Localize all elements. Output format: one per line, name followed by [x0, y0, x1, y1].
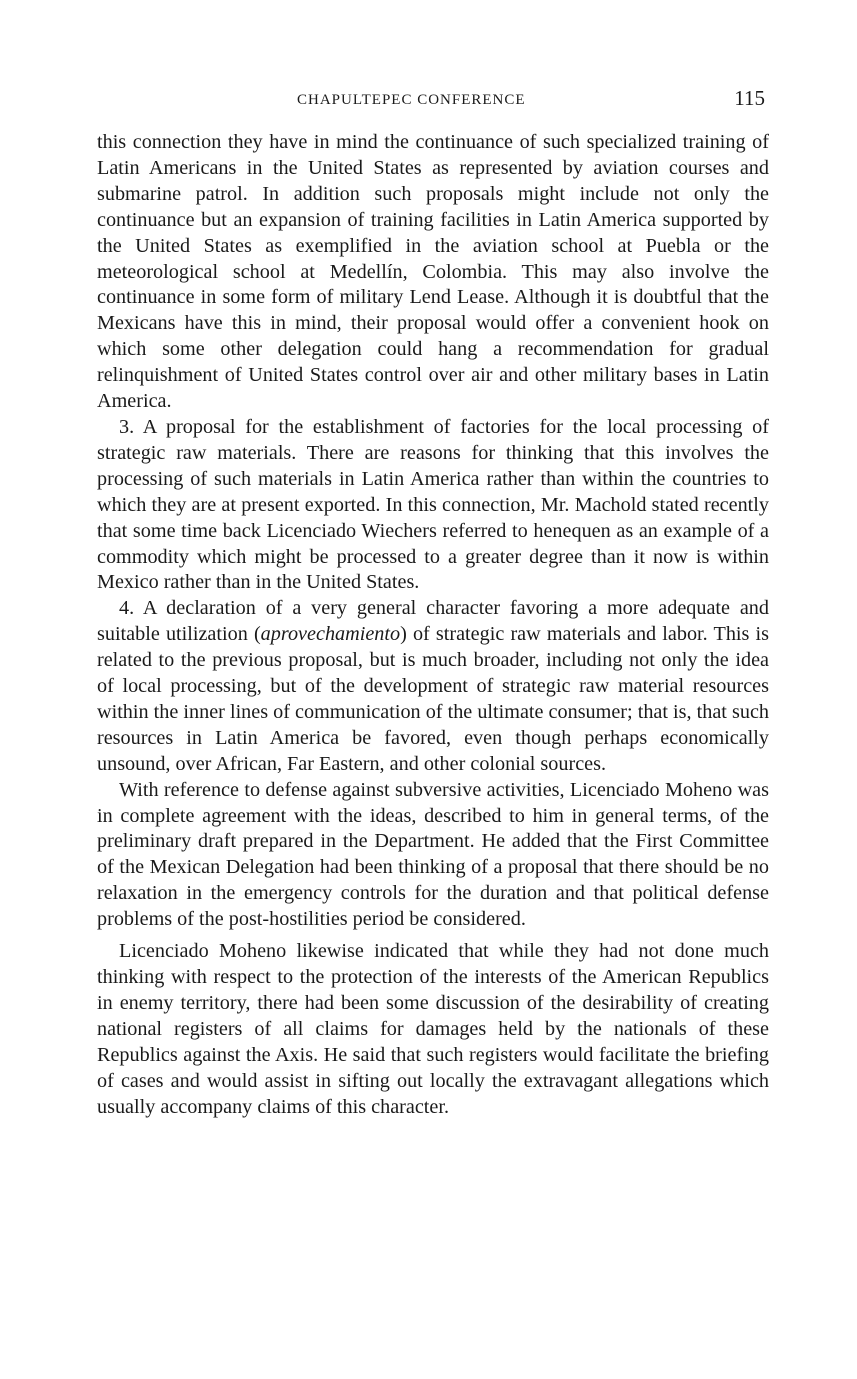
running-head [97, 86, 769, 116]
paragraph-subversive-activities: With reference to defense against subversive activities, Licenciado Moheno was in complete agreement with the ideas, described to him in general terms, of the preliminary draft prepared in the Department. He added that the First Committee of the Mexican Delegation had been thinking of a proposal that there should be no relaxation in the emergency controls for the duration and that political defense problems of the post-hostilities period be considered. [97, 778, 769, 931]
item-4-lead: 4. A declaration of a very general character favoring a more adequate and suitable utilization ( [97, 597, 769, 646]
paragraph-enemy-territory: Licenciado Moheno likewise indicated that while they had not done much thinking with respect to the protection of the interests of the American Republics in enemy territory, there had been some discussion of the desirability of creating national registers of all claims for damages held by the nationals of these Republics against the Axis. He said that such registers would facilitate the briefing of cases and would assist in sifting out locally the extravagant allegations which usually accompany claims of this character. [97, 940, 769, 1118]
item-4-after-term: ) of strategic raw materials and labor. [400, 623, 714, 646]
paragraph-continued: this connection they have in mind the continuance of such specialized training of Latin Americans in the United States as represented by aviation courses and submarine patrol. In addition such proposals might include not only the continuance but an expansion of training facilities in Latin America supported by the United States as exemplified in the aviation school at Puebla or the meteorological school at Medellín, Colombia. This may also involve the continuance in some form of military Lend Lease. Although it is doubtful that the Mexicans have this in mind, their proposal would offer a convenient hook on which some other delegation could hang a recommendation for gradual relinquishment of United States control over air and other military bases in Latin America. [97, 131, 769, 413]
running-title: CHAPULTEPEC CONFERENCE [297, 92, 526, 108]
item-4-remainder: This is related to the previous proposal, but is much broader, including not only the idea of local processing, but of the development of strategic raw material resources within the inner lines of communication of the ultimate consumer; that is, that such resources in Latin America be favored, even though perhaps economically unsound, over African, Far Eastern, and other colonial sources. [97, 623, 769, 775]
document-page [97, 86, 769, 1120]
paragraph-item-3: 3. A proposal for the establishment of factories for the local processing of strategic raw materials. There are reasons for thinking that this involves the processing of such materials in Latin America rather than within the countries to which they are at present exported. In this connection, Mr. Machold stated recently that some time back Licenciado Wiechers referred to henequen as an example of a commodity which might be processed to a greater degree than it now is within Mexico rather than in the United States. [97, 415, 769, 594]
body-text [97, 130, 769, 1120]
item-4-spanish-term: aprovechamiento [260, 623, 401, 646]
page-number: 115 [734, 86, 765, 110]
paragraph-item-4 [97, 596, 769, 777]
